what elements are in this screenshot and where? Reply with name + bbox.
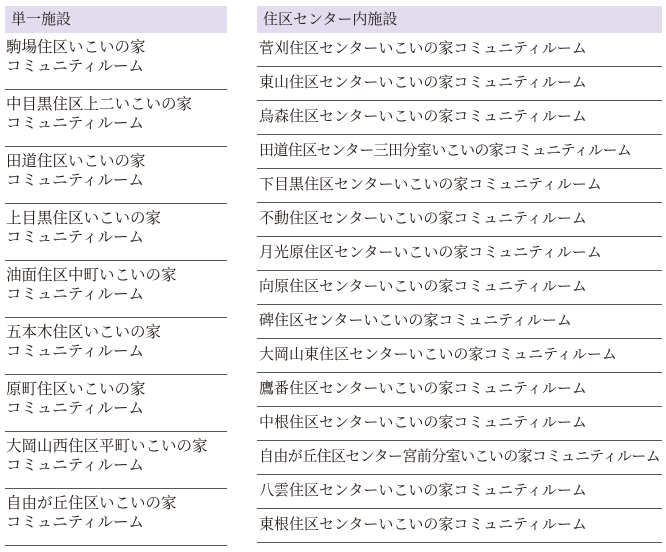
list-item: 東根住区センターいこいの家コミュニティルーム	[257, 509, 662, 543]
facility-name: 油面住区中町いこいの家	[6, 266, 177, 284]
list-item	[5, 318, 227, 375]
single-facility-list	[5, 33, 227, 546]
list-item: 八雲住区センターいこいの家コミュニティルーム	[257, 475, 662, 509]
facility-name: 五本木住区いこいの家	[6, 323, 162, 341]
list-item: 大岡山東住区センターいこいの家コミュニティルーム	[257, 339, 662, 373]
facility-name: 田道住区センター三田分室いこいの家コミュニティルーム	[259, 141, 632, 159]
list-item: 烏森住区センターいこいの家コミュニティルーム	[257, 101, 662, 135]
list-item	[5, 147, 227, 204]
facility-room: コミュニティルーム	[6, 228, 144, 246]
list-item	[5, 489, 227, 546]
facility-room: コミュニティルーム	[6, 342, 144, 360]
center-facility-column	[257, 6, 662, 543]
list-item	[5, 432, 227, 489]
list-item	[257, 441, 662, 475]
center-facility-header: 住区センター内施設	[257, 6, 662, 33]
list-item: 不動住区センターいこいの家コミュニティルーム	[257, 203, 662, 237]
list-item	[5, 375, 227, 432]
list-item	[5, 90, 227, 147]
facility-name: 田道住区いこいの家	[6, 152, 146, 170]
facility-name: 中目黒住区上二いこいの家	[6, 95, 193, 113]
list-item	[5, 33, 227, 90]
single-facility-header: 単一施設	[5, 6, 227, 33]
facility-name: 自由が丘住区センター宮前分室いこいの家コミュニティルーム	[259, 447, 661, 465]
single-facility-column	[5, 6, 227, 546]
list-item: 中根住区センターいこいの家コミュニティルーム	[257, 407, 662, 441]
list-item: 鷹番住区センターいこいの家コミュニティルーム	[257, 373, 662, 407]
facility-room: コミュニティルーム	[6, 456, 144, 474]
facility-name: 自由が丘住区いこいの家	[6, 494, 177, 512]
list-item: 向原住区センターいこいの家コミュニティルーム	[257, 271, 662, 305]
facility-name: 上目黒住区いこいの家	[6, 209, 162, 227]
center-facility-list	[257, 33, 662, 543]
list-item	[5, 204, 227, 261]
list-item: 東山住区センターいこいの家コミュニティルーム	[257, 67, 662, 101]
list-item: 碑住区センターいこいの家コミュニティルーム	[257, 305, 662, 339]
facility-room: コミュニティルーム	[6, 171, 144, 189]
facility-name: 駒場住区いこいの家	[6, 38, 146, 56]
list-item: 月光原住区センターいこいの家コミュニティルーム	[257, 237, 662, 271]
list-item: 下目黒住区センターいこいの家コミュニティルーム	[257, 169, 662, 203]
facility-name: 原町住区いこいの家	[6, 380, 146, 398]
facility-room: コミュニティルーム	[6, 57, 144, 75]
facility-room: コミュニティルーム	[6, 114, 144, 132]
list-item: 菅刈住区センターいこいの家コミュニティルーム	[257, 33, 662, 67]
list-item	[5, 261, 227, 318]
facility-name: 大岡山西住区平町いこいの家	[6, 437, 208, 455]
facility-room: コミュニティルーム	[6, 399, 144, 417]
facility-room: コミュニティルーム	[6, 285, 144, 303]
facility-room: コミュニティルーム	[6, 513, 144, 531]
list-item	[257, 135, 662, 169]
